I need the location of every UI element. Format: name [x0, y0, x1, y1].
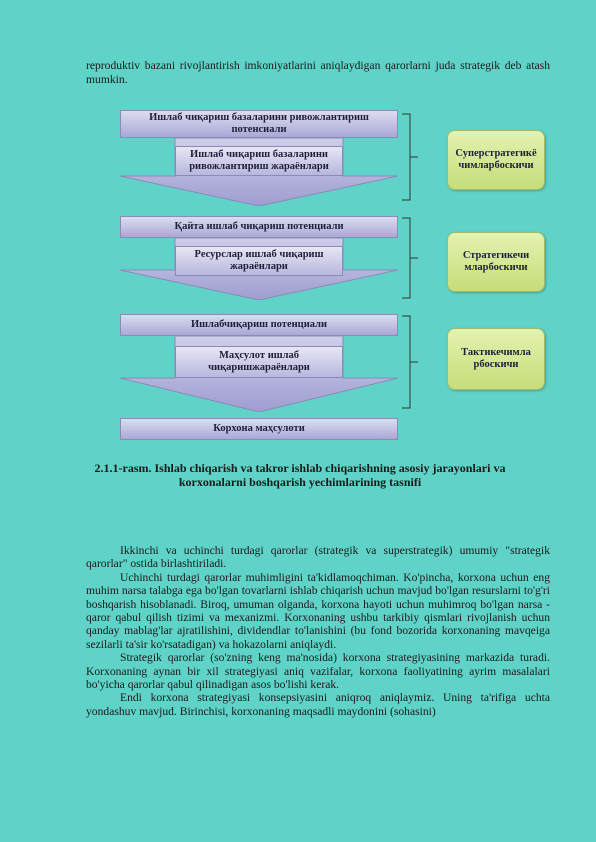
- diagram-arrow-label-1: Ишлаб чиқариш базаларини ривожлантириш жараёнлари: [175, 146, 343, 176]
- level-box-superstrategic: Суперстратегикё чимларбоскичи: [447, 130, 545, 190]
- figure-caption: [90, 462, 510, 489]
- level-box-tactical: Тактикечимла рбоскичи: [447, 328, 545, 390]
- diagram-bar-3: Ишлабчиқариш потенциали: [120, 314, 398, 336]
- diagram-arrow-1: [120, 138, 398, 206]
- caption-line-1: 2.1.1-rasm. Ishlab chiqarish va takror ishlab chiqarishning asosiy jarayonlari va: [94, 461, 506, 475]
- body-text: [86, 544, 550, 718]
- diagram-bar-2: Қайта ишлаб чиқариш потенциали: [120, 216, 398, 238]
- paragraph-1: Ikkinchi va uchinchi turdagi qarorlar (strategik va superstrategik) umumiy "strategik qarorlar" ostida birlashtiriladi.: [86, 544, 550, 571]
- bracket-2: [400, 216, 420, 300]
- process-diagram: [0, 100, 596, 450]
- diagram-arrow-2: [120, 238, 398, 300]
- watermark-logo: ​: [44, 50, 96, 110]
- diagram-arrow-label-3: Маҳсулот ишлаб чиқаришжараёнлари: [175, 346, 343, 378]
- diagram-bar-4: Корхона маҳсулоти: [120, 418, 398, 440]
- diagram-arrow-3: [120, 336, 398, 412]
- paragraph-4: Endi korxona strategiyasi konsepsiyasini aniqroq aniqlaymiz. Uning ta'rifiga uchta yondashuv mavjud. Birinchisi, korxonaning maqsadli maydonini (sohasini): [86, 691, 550, 718]
- level-box-strategic: Стратегикечи мларбоскичи: [447, 232, 545, 292]
- bracket-3: [400, 314, 420, 410]
- diagram-arrow-label-2: Ресурслар ишлаб чиқариш жараёнлари: [175, 246, 343, 276]
- paragraph-2: Uchinchi turdagi qarorlar muhimligini ta'kidlamoqchiman. Ko'pincha, korxona uchun eng muhim narsa talabga ega bo'lgan tovarlarni ishlab chiqarish uchun mavjud bo'lgan resurslarni to'g'ri boshqarish hisoblanadi. Biroq, umuman olganda, korxona hayoti uchun muhimroq bo'lgan narsa - qaror qabul qilish tizimi va mexanizmi. Korxonaning ushbu tarkibiy qismlari rivojlanish uchun qanday mablag'lar ajratilishini, dividendlar to'lanishini (bu fond bozorida korxonaning mavqeiga sezilarli ta'sir ko'rsatadigan) va hokazolarni aniqlaydi.: [86, 570, 550, 651]
- paragraph-3: Strategik qarorlar (so'zning keng ma'nosida) korxona strategiyasining markazida turadi. Korxonaning aynan bir xil strategiyasi aniq vazifalar, korxona faoliyatining ayrim masalalari bo'yicha qarorlar qabul qilinadigan asos bo'lishi kerak.: [86, 651, 550, 692]
- caption-line-2: korxonalarni boshqarish yechimlarining tasnifi: [178, 474, 422, 489]
- intro-paragraph: reproduktiv bazani rivojlantirish imkoniyatlarini aniqlaydigan qarorlarni juda strategik deb atash mumkin.: [86, 59, 550, 86]
- bracket-1: [400, 112, 420, 202]
- diagram-bar-1: Ишлаб чиқариш базаларини ривожлантириш потенсиали: [120, 110, 398, 138]
